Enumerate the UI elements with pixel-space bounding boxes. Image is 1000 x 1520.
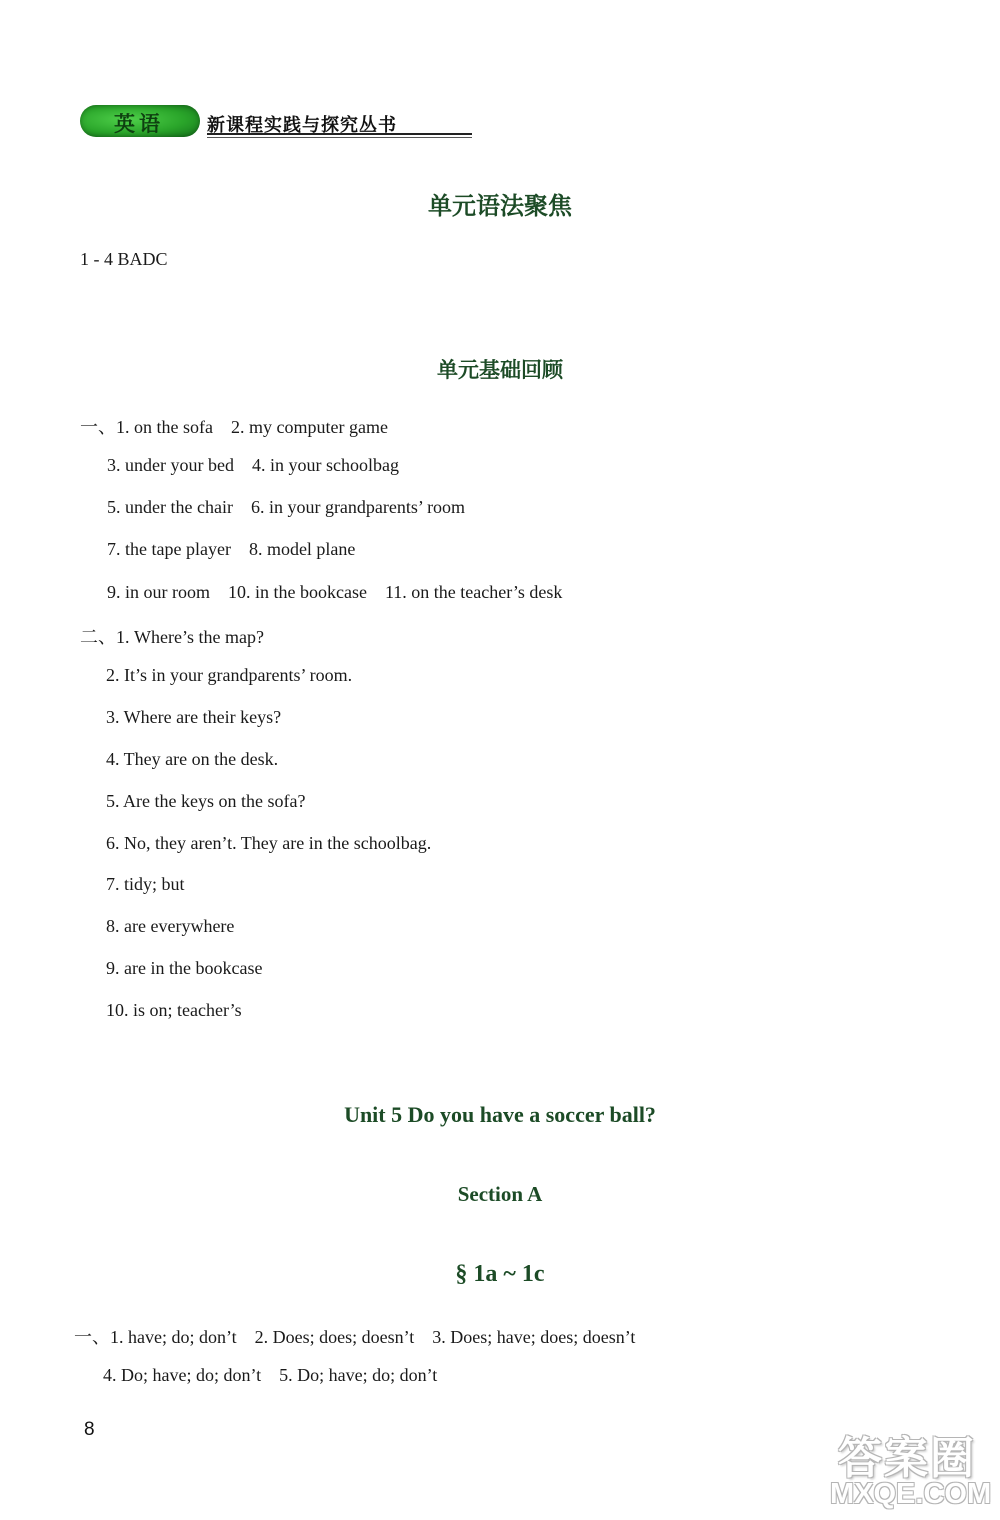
- answer-line: 一、1. on the sofa 2. my computer game: [80, 417, 388, 437]
- header-divider-thin: [207, 137, 472, 138]
- watermark-bottom-text: MXQE.COM: [830, 1478, 992, 1510]
- answer-line: 2. It’s in your grandparents’ room.: [106, 665, 353, 685]
- watermark-top-text: 答案圈: [838, 1433, 976, 1484]
- answer-line: 5. under the chair 6. in your grandparents’ room: [107, 497, 466, 517]
- answer-line: 10. is on; teacher’s: [106, 1000, 242, 1020]
- answer-line: 3. under your bed 4. in your schoolbag: [107, 455, 399, 475]
- section-title-grammar-focus: 单元语法聚焦: [428, 192, 572, 220]
- section-title-basic-review: 单元基础回顾: [437, 358, 563, 382]
- answer-line: 一、1. have; do; don’t 2. Does; does; doesn’t 3. Does; have; does; doesn’t: [74, 1327, 636, 1347]
- header-divider: [207, 133, 472, 135]
- answer-line: 3. Where are their keys?: [106, 707, 282, 727]
- series-title: 新课程实践与探究丛书: [207, 115, 397, 136]
- answer-line: 7. tidy; but: [106, 874, 185, 894]
- answer-line: 6. No, they aren’t. They are in the schoolbag.: [106, 833, 432, 853]
- answer-line: 9. in our room 10. in the bookcase 11. on the teacher’s desk: [107, 582, 563, 602]
- section-heading: Section A: [457, 1182, 543, 1206]
- subject-badge: [80, 105, 200, 137]
- answer-line: 4. They are on the desk.: [106, 749, 279, 769]
- subsection-heading: § 1a ~ 1c: [455, 1261, 545, 1287]
- answer-line: 8. are everywhere: [106, 916, 235, 936]
- answer-line: 7. the tape player 8. model plane: [107, 539, 356, 559]
- answer-line: 5. Are the keys on the sofa?: [106, 791, 306, 811]
- watermark-logo: [820, 1420, 1000, 1520]
- subject-label: 英语: [114, 112, 164, 136]
- answer-line: 二、1. Where’s the map?: [80, 627, 264, 647]
- grammar-answers: 1 - 4 BADC: [80, 249, 168, 269]
- page-header: [80, 105, 400, 141]
- page-number: 8: [84, 1419, 95, 1440]
- unit-title: Unit 5 Do you have a soccer ball?: [344, 1102, 656, 1127]
- answer-line: 4. Do; have; do; don’t 5. Do; have; do; don’t: [103, 1365, 438, 1385]
- answer-line: 9. are in the bookcase: [106, 958, 263, 978]
